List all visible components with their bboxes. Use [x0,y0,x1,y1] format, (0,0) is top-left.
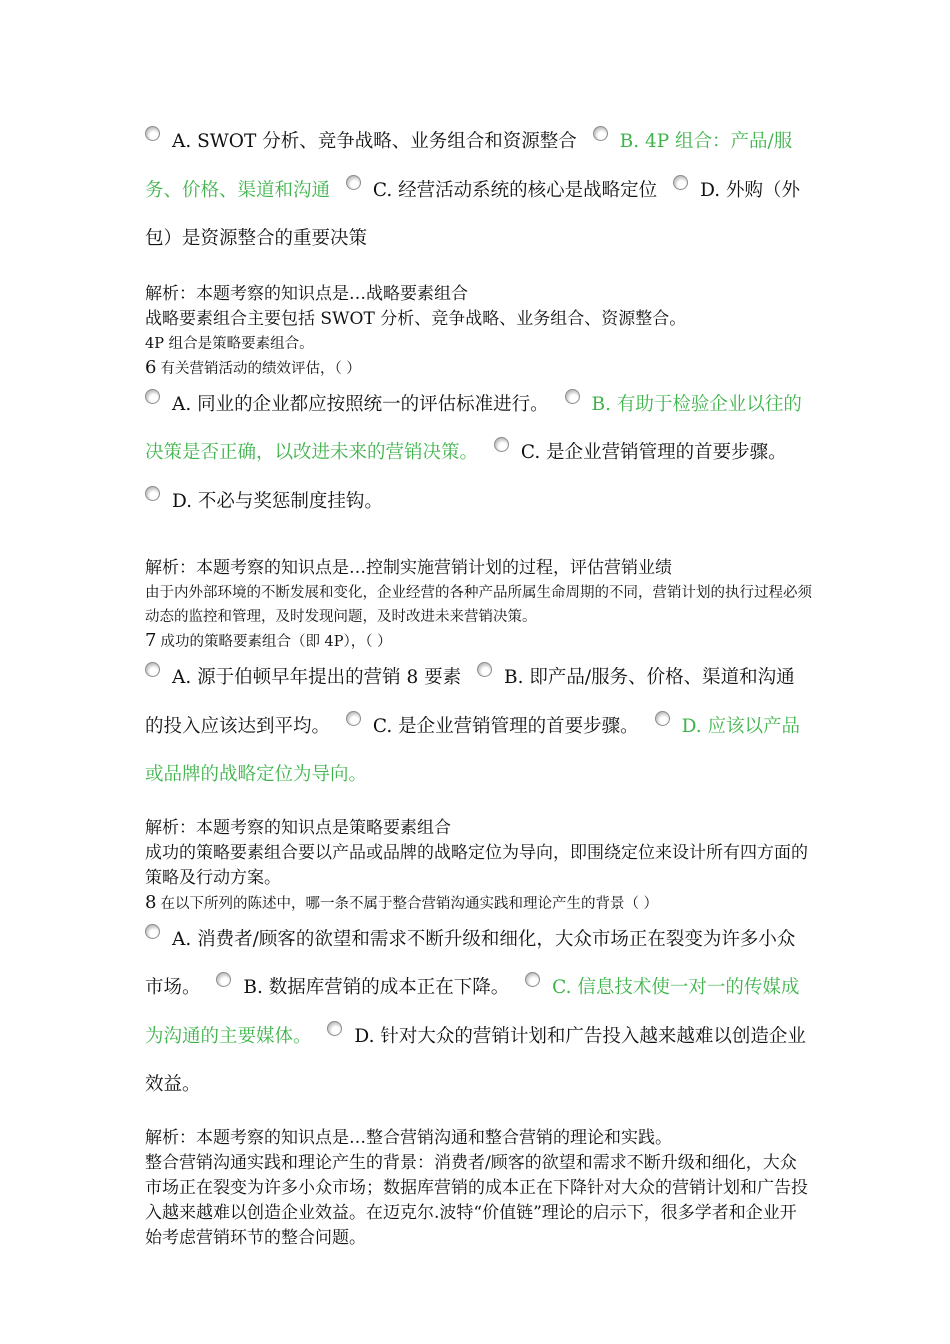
option-text: A. SWOT 分析、竞争战略、业务组合和资源整合 [172,131,577,152]
option-text: C. 是企业营销管理的首要步骤。 [520,442,787,463]
option-text: D. 不必与奖惩制度挂钩。 [172,490,383,512]
radio-button-icon[interactable] [327,1021,342,1036]
q7-option-a[interactable] [145,667,461,688]
q5-option-c[interactable] [346,180,657,201]
option-text: B. 即产品/服务、价格、渠道和沟通的投入应该达到平均。 [145,667,795,737]
radio-button-icon[interactable] [346,711,361,726]
q7-analysis-line: 成功的策略要素组合要以产品或品牌的战略定位为导向，即围绕定位来设计所有四方面的策略及行动方案。 [145,842,808,888]
option-text: B. 4P 组合：产品/服务、价格、渠道和沟通 [145,131,793,201]
q6-option-c[interactable] [494,442,787,463]
q8-option-b[interactable] [216,977,509,998]
radio-button-icon[interactable] [145,662,160,677]
option-text: B. 有助于检验企业以往的决策是否正确，以改进未来的营销决策。 [145,393,802,463]
q6-analysis-title: 解析：本题考察的知识点是…控制实施营销计划的过程，评估营销业绩 [145,558,672,578]
radio-button-icon[interactable] [673,175,688,190]
q5-analysis-line: 4P 组合是策略要素组合。 [145,335,314,352]
q8-options [145,916,813,1110]
q7-stem [145,629,813,654]
q7-option-c[interactable] [346,716,639,737]
question-number: 6 [145,356,157,378]
question-number: 7 [145,630,157,651]
option-text: A. 同业的企业都应按照统一的评估标准进行。 [172,393,549,415]
q5-option-a[interactable] [145,131,577,152]
q8-stem [145,891,813,916]
radio-button-icon[interactable] [655,711,670,726]
radio-button-icon[interactable] [477,662,492,677]
question-number: 8 [145,891,157,913]
option-text: C. 信息技术使一对一的传媒成为沟通的主要媒体。 [145,977,800,1047]
radio-button-icon[interactable] [145,924,160,939]
option-text: D. 针对大众的营销计划和广告投入越来越难以创造企业效益。 [145,1025,806,1095]
radio-button-icon[interactable] [145,486,160,501]
q8-analysis-title: 解析：本题考察的知识点是…整合营销沟通和整合营销的理论和实践。 [145,1127,672,1148]
radio-button-icon[interactable] [145,389,160,404]
question-text: 有关营销活动的绩效评估，（ ） [160,360,361,377]
q5-analysis-title: 解析：本题考察的知识点是…战略要素组合 [145,283,468,304]
option-text: C. 经营活动系统的核心是战略定位 [372,179,658,201]
q6-options [145,381,813,527]
radio-button-icon[interactable] [494,437,509,452]
q6-analysis-line: 由于内外部环境的不断发展和变化，企业经营的各种产品所属生命周期的不同，营销计划的执行过程必须动态的监控和管理，及时发现问题，及时改进未来营销决策。 [145,585,812,625]
radio-button-icon[interactable] [216,972,231,987]
question-text: 在以下所列的陈述中，哪一条不属于整合营销沟通实践和理论产生的背景（ ） [160,895,659,912]
q6-option-a[interactable] [145,394,549,415]
q5-options [145,118,813,264]
q7-analysis-title: 解析：本题考察的知识点是策略要素组合 [145,817,451,838]
radio-button-icon[interactable] [593,126,608,141]
q6-option-d[interactable] [145,491,383,512]
q7-options [145,654,813,800]
option-text: C. 是企业营销管理的首要步骤。 [372,715,639,737]
option-text: B. 数据库营销的成本正在下降。 [243,977,510,998]
option-text: D. 外购（外包）是资源整合的重要决策 [145,179,800,249]
radio-button-icon[interactable] [525,972,540,987]
radio-button-icon[interactable] [565,389,580,404]
option-text: A. 消费者/顾客的欲望和需求不断升级和细化，大众市场正在裂变为许多小众市场。 [145,928,796,998]
q5-analysis-line: 战略要素组合主要包括 SWOT 分析、竞争战略、业务组合、资源整合。 [145,308,687,329]
question-text: 成功的策略要素组合（即 4P），（ ） [160,634,392,650]
quiz-page [145,118,813,1251]
q8-analysis-line: 整合营销沟通实践和理论产生的背景：消费者/顾客的欲望和需求不断升级和细化，大众市场正在裂变为许多小众市场；数据库营销的成本正在下降针对大众的营销计划和广告投入越来越难以创造企业效益。在迈克尔.波特“价值链”理论的启示下，很多学者和企业开始考虑营销环节的整合问题。 [145,1152,808,1248]
q6-stem [145,356,813,381]
option-text: D. 应该以产品或品牌的战略定位为导向。 [145,715,800,785]
radio-button-icon[interactable] [145,126,160,141]
option-text: A. 源于伯顿早年提出的营销 8 要素 [172,667,462,688]
radio-button-icon[interactable] [346,175,361,190]
